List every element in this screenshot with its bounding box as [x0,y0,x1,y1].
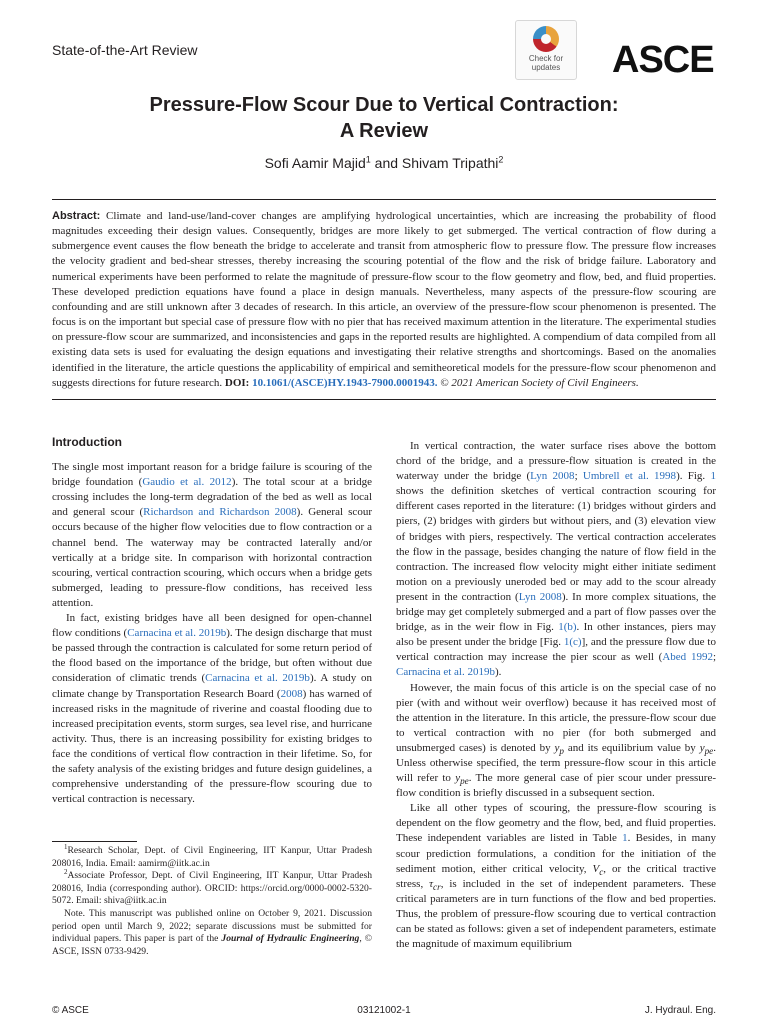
author-list [52,155,716,171]
footnote-1 [52,842,372,870]
footnote-2-mark: 2 [64,868,68,876]
citation-link[interactable]: Lyn 2008 [530,470,575,483]
text: shows the definition sketches of vertical contraction scouring for different cases reported in the literature: (1) bridges without girders and piers, (2) bridges with girders but without piers, and (3) elevation view of bridges with piers, respectively. The vertical contraction accelerates the flow in the passage, besides changing the nature of flow field in the contraction. The increased flow velocity might either initiate sediment motion on a previously uneroded bed or may add to the scour already present in the contraction ( [396,485,716,603]
text: In fact, existing bridges have all been designed for open-channel flow conditions ( [52,612,372,640]
body-paragraph-1 [396,439,716,681]
text: ). A study on climate change by Transportation Research Board ( [52,672,372,700]
text: ; [574,470,583,483]
text: . Unless otherwise specified, the term pressure-flow scour in this article will refer to [396,741,716,785]
author-1: Sofi Aamir Majid [264,155,366,171]
text: In vertical contraction, the water surface rises above the bottom chord of the bridge, and a pressure-flow situation is created in the waterway under the bridge ( [396,440,716,483]
check-badge-line1: Check for [528,54,564,63]
check-for-updates-badge[interactable] [515,20,577,80]
article-title [52,92,716,144]
intro-paragraph-1 [52,460,372,611]
text: The single most important reason for a bridge failure is scouring of the bridge foundation ( [52,461,372,489]
note-text: Note. This manuscript was published online on October 9, 2021. Discussion period open until March 9, 2022; separate discussions must be submitted for individual papers. This paper is part of the [52,907,372,945]
right-column [396,439,716,952]
doi-label: DOI: [224,376,250,389]
symbol: y [455,772,461,785]
text: Like all other types of scouring, the pressure-flow scouring is dependent on the flow geometry and the flow, bed, and fluid properties. These independent variables are listed in Table [396,802,716,845]
footnote-2 [52,870,372,908]
symbol: V [592,862,600,875]
text: and its equilibrium value by [563,741,700,754]
citation-link[interactable]: Abed 1992 [662,651,713,664]
symbol-subscript: pe [704,746,714,757]
citation-link[interactable]: 2008 [280,687,303,700]
abstract-copyright: © 2021 American Society of Civil Engineers. [437,376,639,389]
section-heading-introduction: Introduction [52,435,122,449]
abstract-text [52,209,716,391]
citation-link[interactable]: Carnacina et al. 2019b [127,627,227,640]
title-line-1: Pressure-Flow Scour Due to Vertical Contraction: [149,94,619,116]
footnote-1-text: Research Scholar, Dept. of Civil Engineering, IIT Kanpur, Uttar Pradesh 208016, India. Email: aamirm@iitk.ac.in [52,845,372,869]
body-paragraph-2 [396,681,716,802]
footer-journal: J. Hydraul. Eng. [644,1005,716,1016]
symbol-subscript: pe [460,776,469,787]
symbol-subscript: cr [433,881,441,892]
text: ). [494,666,502,679]
doi-link[interactable]: 10.1061/(ASCE)HY.1943-7900.0001943. [252,376,438,389]
abstract-label: Abstract: [52,210,101,222]
publisher-logo: ASCE [612,39,714,81]
abstract-box [52,199,716,400]
citation-link[interactable]: Carnacina et al. 2019b [396,666,495,679]
text: However, the main focus of this article is on the special case of no pier (with and without weir overflow) because it has received most of the attention in the literature. In this article, the pressure-flow scour due to vertical contraction with no pier (for both submerged and unsubmerged cases) is denoted by [396,681,716,754]
text: ). In more complex situations, the bridge may get completely submerged and a part of flow passes over the bridge, as in the weir flow in Fig. [396,590,716,634]
author-2-mark: 2 [498,154,504,165]
section-label: State-of-the-Art Review [52,42,198,58]
symbol-subscript: c [599,866,604,877]
text: ). The total scour at a bridge crossing includes the long-term degradation of the bed as well as local and general scour ( [52,476,372,519]
crossmark-icon [533,26,559,52]
text: ). The design discharge that must be passed through the contraction is calculated for some return period of the flood based on the importance of the bridge, but often without due consideration of climatic trends ( [52,627,373,685]
text: ). General scour occurs because of the higher flow velocities due to flow contraction or a channel bend. The waterway may be contracted laterally and/or vertically at a bridge site. In comparison with horizontal contraction scouring, vertical contraction scouring, which occurs when a bridge gets submerged, leading to pressure-flow conditions, has received less attention. [52,506,372,609]
intro-paragraph-2 [52,611,372,807]
text: ], and the pressure flow due to vertical contraction may increase the pier scour as well ( [396,636,716,664]
text: ; [712,651,717,664]
text: ). Fig. [676,470,711,483]
citation-link[interactable]: Gaudio et al. 2012 [142,476,232,489]
citation-link[interactable]: Richardson and Richardson 2008 [143,506,297,519]
author-1-mark: 1 [365,154,371,165]
footnotes [52,842,373,958]
citation-link[interactable]: Carnacina et al. 2019b [205,672,310,685]
title-line-2: A Review [339,120,429,142]
text: . Besides, in many scour prediction formulations, a condition for the initiation of the sediment motion, either critical velocity, [396,832,717,875]
journal-name: Journal of Hydraulic Engineering [221,933,360,945]
note-text: , © ASCE, ISSN 0733-9429. [52,933,373,957]
figure-link[interactable]: 1(c) [563,636,582,649]
text: . The more general case of pier scour under pressure-flow condition is briefly discussed in a subsequent section. [396,772,716,800]
publication-note [52,908,372,958]
author-2: Shivam Tripathi [401,155,499,171]
symbol: y [699,741,705,754]
author-and: and [370,155,402,171]
figure-link[interactable]: 1 [710,470,716,483]
footer-copyright: © ASCE [52,1005,89,1016]
table-link[interactable]: 1 [622,832,628,845]
citation-link[interactable]: Umbrell et al. 1998 [582,470,677,483]
text: ) has warned of increased risks in the magnitude of riverine and coastal flooding due to increased precipitation events, storm surges, sea level rise, and hurricane activity. Thus, there is an increasing possibility for existing bridges to face the conditions of vertical flow contraction in their lifetime. So, for the safety analysis of the existing bridges and future design guidelines, a comprehensive understanding of the pressure-flow scouring due to vertical contraction is necessary. [52,687,372,806]
text: , or the critical tractive stress, [396,862,716,890]
text: . In other instances, piers may also be present under the bridge [Fig. [396,621,716,649]
check-badge-line2: updates [531,63,561,72]
footnote-2-text: Associate Professor, Dept. of Civil Engineering, IIT Kanpur, Uttar Pradesh 208016, India (corresponding author). ORCID: https://orcid.org/0000-0002-5320-5072. Email: shiva@iitk.ac.in [52,870,372,907]
text: , is included in the set of independent parameters. These critical parameters are in turn functions of the flow and bed properties. Thus, the problem of pressure-flow scouring due to vertical contraction can be stated as follows: given a set of independent parameters, estimate the magnitude of maximum equilibrium [396,877,716,951]
figure-link[interactable]: 1(b) [558,621,577,634]
citation-link[interactable]: Lyn 2008 [518,590,562,603]
body-paragraph-3 [396,801,716,952]
symbol-subscript: p [559,746,564,757]
footnote-1-mark: 1 [64,842,68,851]
footer-page-id: 03121002-1 [357,1005,411,1016]
symbol: y [554,741,560,754]
abstract-body: Climate and land-use/land-cover changes are amplifying hydrological uncertainties, which are increasing the probability of flood magnitudes exceeding their design values. Consequently, bridges are more likely to get submerged. The vertical contraction of flow during a submergence event causes the flow beneath the bridge to accelerate and transit from atmospheric flow to pressure flow. The pressure flow increases the velocity gradient and bed-shear stresses, thereby increasing the scouring potential of the flow and the risk of bridge failure. Laboratory and numerical experiments have been performed to relate the magnitude of pressure-flow scour to the flow geometry and flow, bed, and fluid properties. These developed prediction equations have found a place in design manuals. Nevertheless, many aspects of the pressure-flow scouring are confounding and are still unknown after 3 decades of research. In this article, an overview of the pressure-flow scour phenomenon is presented. The focus is on the important but special case of pressure flow with no pier that has received maximum attention in the literature. The experimental studies on pressure-flow scour are summarized, and inconsistencies and gaps in the reported results are highlighted. A compendium of data compiled from all existing data sets is used for evaluating the design equations and investigating their relative strengths and shortcomings. Based on the anomalies identified in the literature, the article questions the applicability of empirical and semitheoretical models for the pressure-flow scour phenomenon and suggests directions for future research. [52,210,716,389]
left-column [52,435,372,807]
symbol: τ [429,877,434,890]
